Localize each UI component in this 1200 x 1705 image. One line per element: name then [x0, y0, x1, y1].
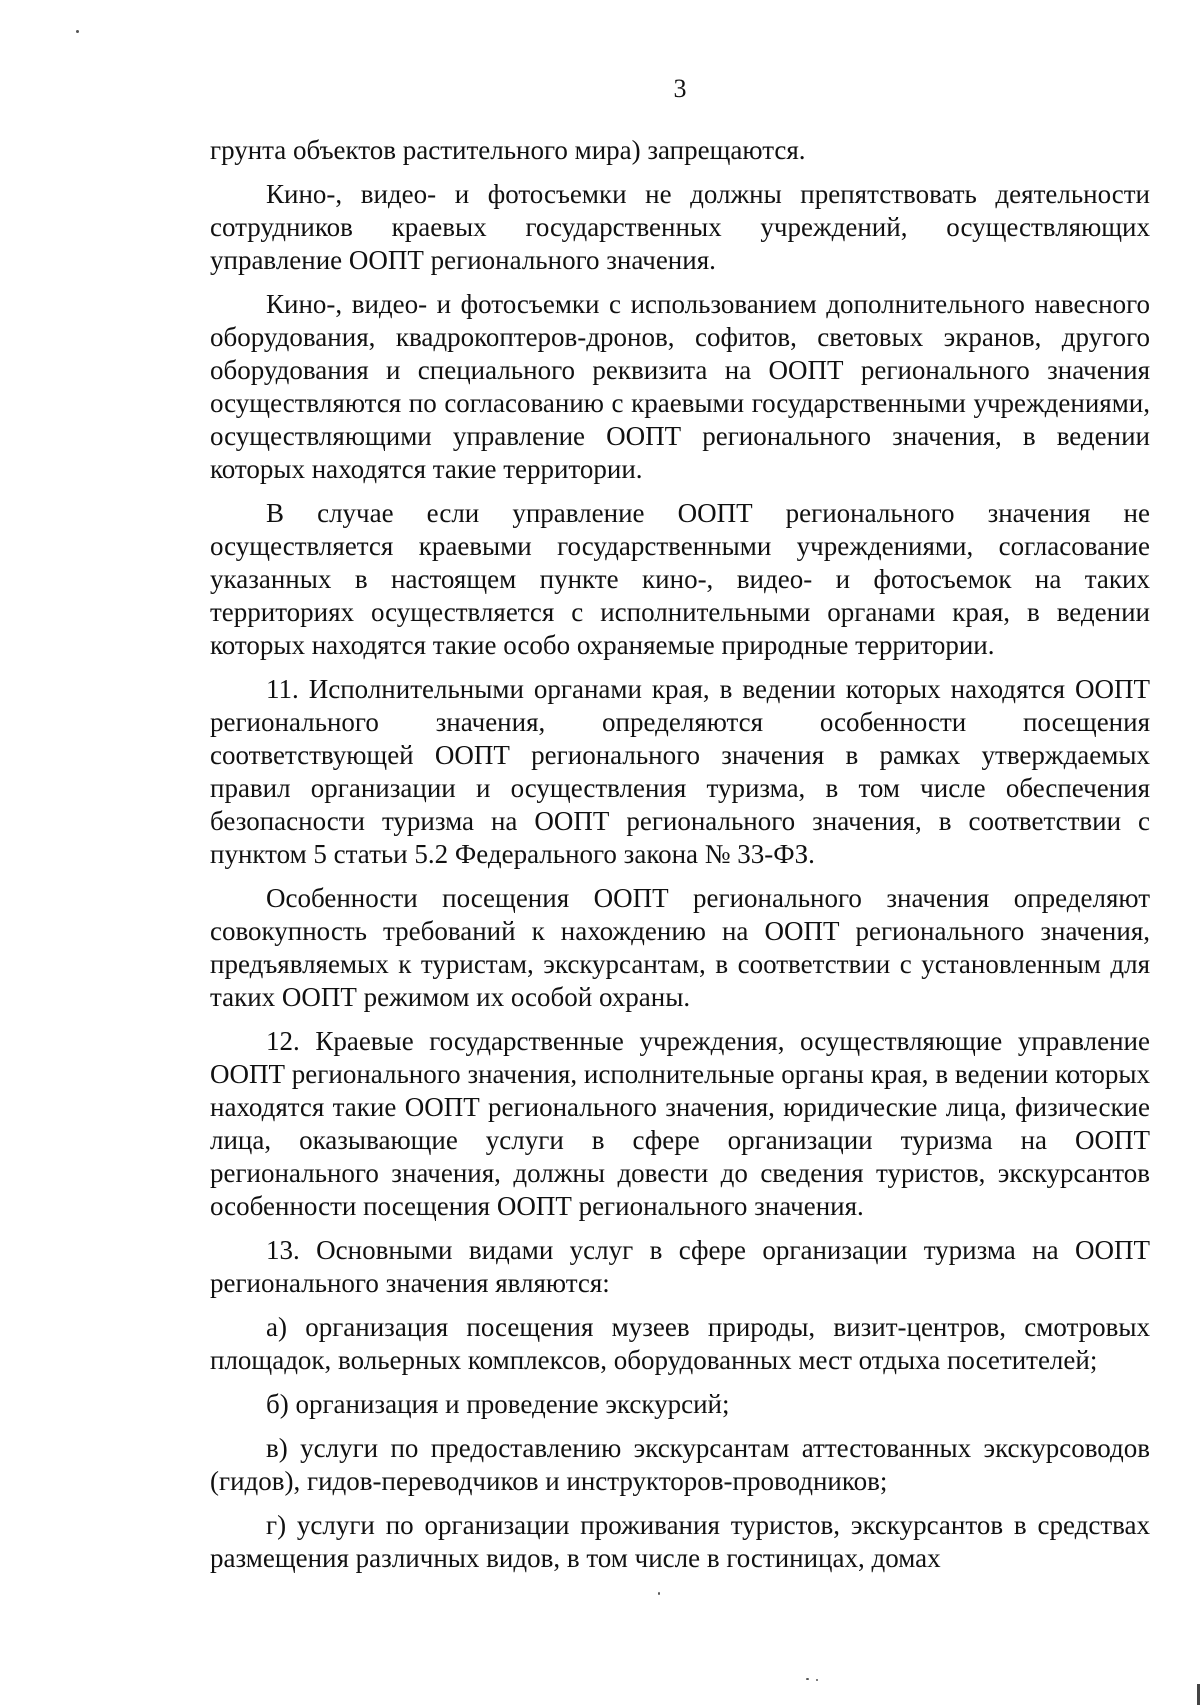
paragraph-filming-approval: В случае если управление ООПТ регионального значения не осуществляется краевыми государственными учреждениями, согласование указанных в настоящем пункте кино-, видео- и фотосъемок на таких территориях осуществляется с исполнительными органами края, в ведении которых находятся такие особо охраняемые природные территории.: [210, 498, 1150, 660]
list-item-v: в) услуги по предоставлению экскурсантам аттестованных экскурсоводов (гидов), гидов-переводчиков и инструкторов-проводников;: [210, 1433, 1150, 1496]
scan-speck: [76, 30, 79, 33]
list-item-g: г) услуги по организации проживания туристов, экскурсантов в средствах размещения различных видов, в том числе в гостиницах, домах: [210, 1510, 1150, 1573]
scan-speck: [816, 1679, 818, 1681]
paragraph-clause-13: 13. Основными видами услуг в сфере организации туризма на ООПТ регионального значения являются:: [210, 1235, 1150, 1298]
page-number: 3: [673, 74, 687, 103]
document-body: [210, 134, 1150, 1575]
paragraph-filming-staff: Кино-, видео- и фотосъемки не должны препятствовать деятельности сотрудников краевых государственных учреждений, осуществляющих управление ООПТ регионального значения.: [210, 179, 1150, 275]
list-item-a: а) организация посещения музеев природы, визит-центров, смотровых площадок, вольерных комплексов, оборудованных мест отдыха посетителей;: [210, 1312, 1150, 1375]
paragraph-filming-equipment: Кино-, видео- и фотосъемки с использованием дополнительного навесного оборудования, квадрокоптеров-дронов, софитов, световых экранов, другого оборудования и специального реквизита на ООПТ регионального значения осуществляются по согласованию с краевыми государственными учреждениями, осуществляющими управление ООПТ регионального значения, в ведении которых находятся такие территории.: [210, 289, 1150, 484]
paragraph-visit-features: Особенности посещения ООПТ регионального значения определяют совокупность требований к нахождению на ООПТ регионального значения, предъявляемых к туристам, экскурсантам, в соответствии с установленным для таких ООПТ режимом их особой охраны.: [210, 883, 1150, 1012]
scan-speck: [806, 1678, 809, 1680]
paragraph-clause-12: 12. Краевые государственные учреждения, осуществляющие управление ООПТ регионального значения, исполнительные органы края, в ведении которых находятся такие ООПТ регионального значения, юридические лица, физические лица, оказывающие услуги в сфере организации туризма на ООПТ регионального значения, должны довести до сведения туристов, экскурсантов особенности посещения ООПТ регионального значения.: [210, 1026, 1150, 1221]
list-item-b: б) организация и проведение экскурсий;: [266, 1389, 730, 1419]
scan-speck: [658, 1592, 660, 1595]
paragraph-clause-11: 11. Исполнительными органами края, в ведении которых находятся ООПТ регионального значения, определяются особенности посещения соответствующей ООПТ регионального значения в рамках утверждаемых правил организации и осуществления туризма, в том числе обеспечения безопасности туризма на ООПТ регионального значения, в соответствии с пунктом 5 статьи 5.2 Федерального закона № 33-ФЗ.: [210, 674, 1150, 869]
paragraph-continuation: грунта объектов растительного мира) запрещаются.: [210, 135, 806, 165]
